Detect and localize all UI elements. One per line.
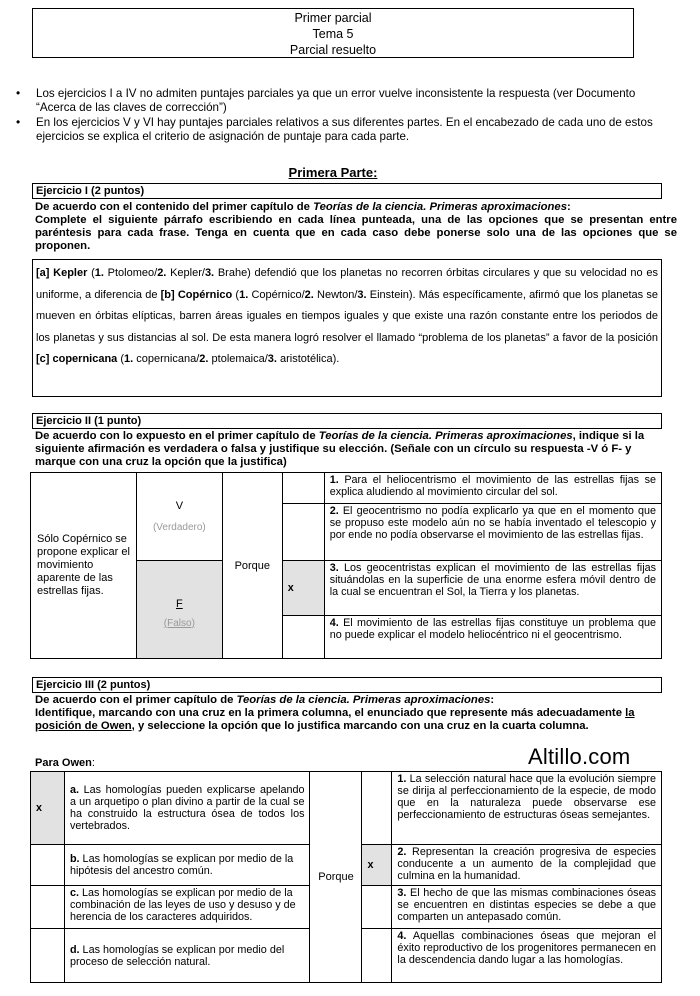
grading-rules — [14, 87, 654, 145]
option-cell: 3. Los geocentristas explican el movimiento de las estrellas fijas situándolas en la superficie de una enorme esfera móvil dentro de la cual se encuentran el Sol, la Tierra y los planetas. — [324, 561, 661, 616]
exercise-2-instructions: De acuerdo con lo expuesto en el primer capítulo de Teorías de la ciencia. Primeras aproximaciones, indique si la siguiente afirmación es verdadera o falsa y justifique su elección. (Señale con un círculo su respuesta -V ó F- y marque con una cruz la opción que la justifica) — [35, 430, 645, 468]
mark-cell[interactable] — [362, 929, 392, 983]
divider — [661, 677, 662, 693]
true-option-cell[interactable]: V (Verdadero) — [136, 473, 222, 561]
option-cell: 2. Representan la creación progresiva de especies conducente a un aumento de la complejidad que culmina en la humanidad. — [392, 845, 662, 886]
false-option-cell[interactable]: F (Falso) — [136, 561, 222, 659]
option-cell: 2. El geocentrismo no podía explicarlo ya que en el momento que se propuso este modelo aún no se había inventado el telescopio y por ende no podía observarse el movimiento de las estrellas fijas. — [324, 504, 661, 561]
rule-item: • Los ejercicios I a IV no admiten puntajes parciales ya que un error vuelve inconsistente la respuesta (ver Documento “Acerca de las claves de corrección”) — [14, 87, 654, 114]
option-cell: 1. Para el heliocentrismo el movimiento de las estrellas fijas se explica aludiendo al movimiento circular del sol. — [324, 473, 661, 504]
exercise-3-title: Ejercicio III (2 puntos) — [32, 677, 662, 693]
mark-cell[interactable] — [282, 504, 324, 561]
mark-cell[interactable] — [31, 929, 65, 983]
document-header — [32, 8, 634, 58]
exercise-3-instructions: De acuerdo con el primer capítulo de Teorías de la ciencia. Primeras aproximaciones: Identifique, marcando con una cruz en la primera columna, el enunciado que represente más adecuadamente la posición de Owen, y seleccione la opción que lo justifica marcando con una cruz en la cuarta columna. — [35, 694, 635, 732]
mark-cell[interactable] — [282, 473, 324, 504]
statement-cell: b. Las homologías se explican por medio de la hipótesis del ancestro común. — [64, 845, 310, 886]
statement-cell: a. Las homologías pueden explicarse apelando a un arquetipo o plan divino a partir de la cual se ha construido la estructura ósea de todos los vertebrados. — [64, 772, 310, 845]
mark-cell[interactable]: x — [362, 845, 392, 886]
exercise-1-instructions: De acuerdo con el contenido del primer capítulo de Teorías de la ciencia. Primeras aproximaciones: Complete el siguiente párrafo escribiendo en cada línea punteada, una de las opciones que se presentan entre paréntesis para cada frase. Tenga en cuenta que en cada caso debe ponerse solo una de las opciones que se proponen. — [35, 201, 677, 252]
exercise-2-table — [30, 472, 662, 659]
exam-title: Primer parcial — [294, 11, 372, 25]
option-cell: 4. Aquellas combinaciones óseas que mejoran el éxito reproductivo de los progenitores permanecen en la descendencia dando lugar a las homologías. — [392, 929, 662, 983]
exercise-2-title: Ejercicio II (1 punto) — [32, 413, 662, 429]
option-cell: 3. El hecho de que las mismas combinaciones óseas se encuentren en distintas especies se debe a que comparten un antepasado común. — [392, 886, 662, 929]
mark-cell[interactable] — [282, 616, 324, 659]
mark-cell[interactable] — [31, 845, 65, 886]
option-cell: 1. La selección natural hace que la evolución siempre se dirija al perfeccionamiento de la especie, de modo que en la naturaleza puede observarse ese perfeccionamiento de estructuras óseas semejantes. — [392, 772, 662, 845]
exercise-3-table — [30, 771, 662, 983]
option-cell: 4. El movimiento de las estrellas fijas constituye un problema que no puede explicar el modelo heliocéntrico ni el geocentrismo. — [324, 616, 661, 659]
divider — [661, 413, 662, 429]
mark-cell[interactable] — [362, 772, 392, 845]
mark-cell[interactable]: x — [282, 561, 324, 616]
mark-cell[interactable] — [362, 886, 392, 929]
statement-cell: Sólo Copérnico se propone explicar el movimiento aparente de las estrellas fijas. — [31, 473, 137, 659]
mark-cell[interactable]: x — [31, 772, 65, 845]
porque-cell: Porque — [222, 473, 282, 659]
statement-cell: d. Las homologías se explican por medio del proceso de selección natural. — [64, 929, 310, 983]
exam-status: Parcial resuelto — [289, 43, 377, 57]
statement-cell: c. Las homologías se explican por medio de la combinación de las leyes de uso y desuso y de herencia de los caracteres adquiridos. — [64, 886, 310, 929]
rule-item: • En los ejercicios V y VI hay puntajes parciales relativos a sus diferentes partes. En el encabezado de cada uno de estos ejercicios se explica el criterio de asignación de puntaje para cada parte. — [14, 116, 654, 143]
divider — [661, 183, 662, 199]
exercise-1-answer: [a] Kepler (1. Ptolomeo/2. Kepler/3. Brahe) defendió que los planetas no recorren órbitas circulares y que su velocidad no es uniforme, a diferencia de [b] Copérnico (1. Copérnico/2. Newton/3. Einstein). Más específicamente, afirmó que los planetas se mueven en órbitas elípticas, barren áreas iguales en tiempos iguales y que existe una razón constante entre los periodos de los planetas y sus distancias al sol. De esta manera logró resolver el llamado “problema de los planetas” a favor de la posición [c] copernicana (1. copernicana/2. ptolemaica/3. aristotélica). — [32, 259, 662, 397]
mark-cell[interactable] — [31, 886, 65, 929]
exam-topic: Tema 5 — [312, 27, 354, 41]
exercise-1-title: Ejercicio I (2 puntos) — [32, 183, 662, 199]
para-owen-label: Para Owen: — [35, 757, 95, 769]
watermark-logo: Altillo.com — [528, 744, 631, 769]
porque-cell: Porque — [310, 772, 362, 983]
part-title: Primera Parte: — [288, 165, 378, 180]
